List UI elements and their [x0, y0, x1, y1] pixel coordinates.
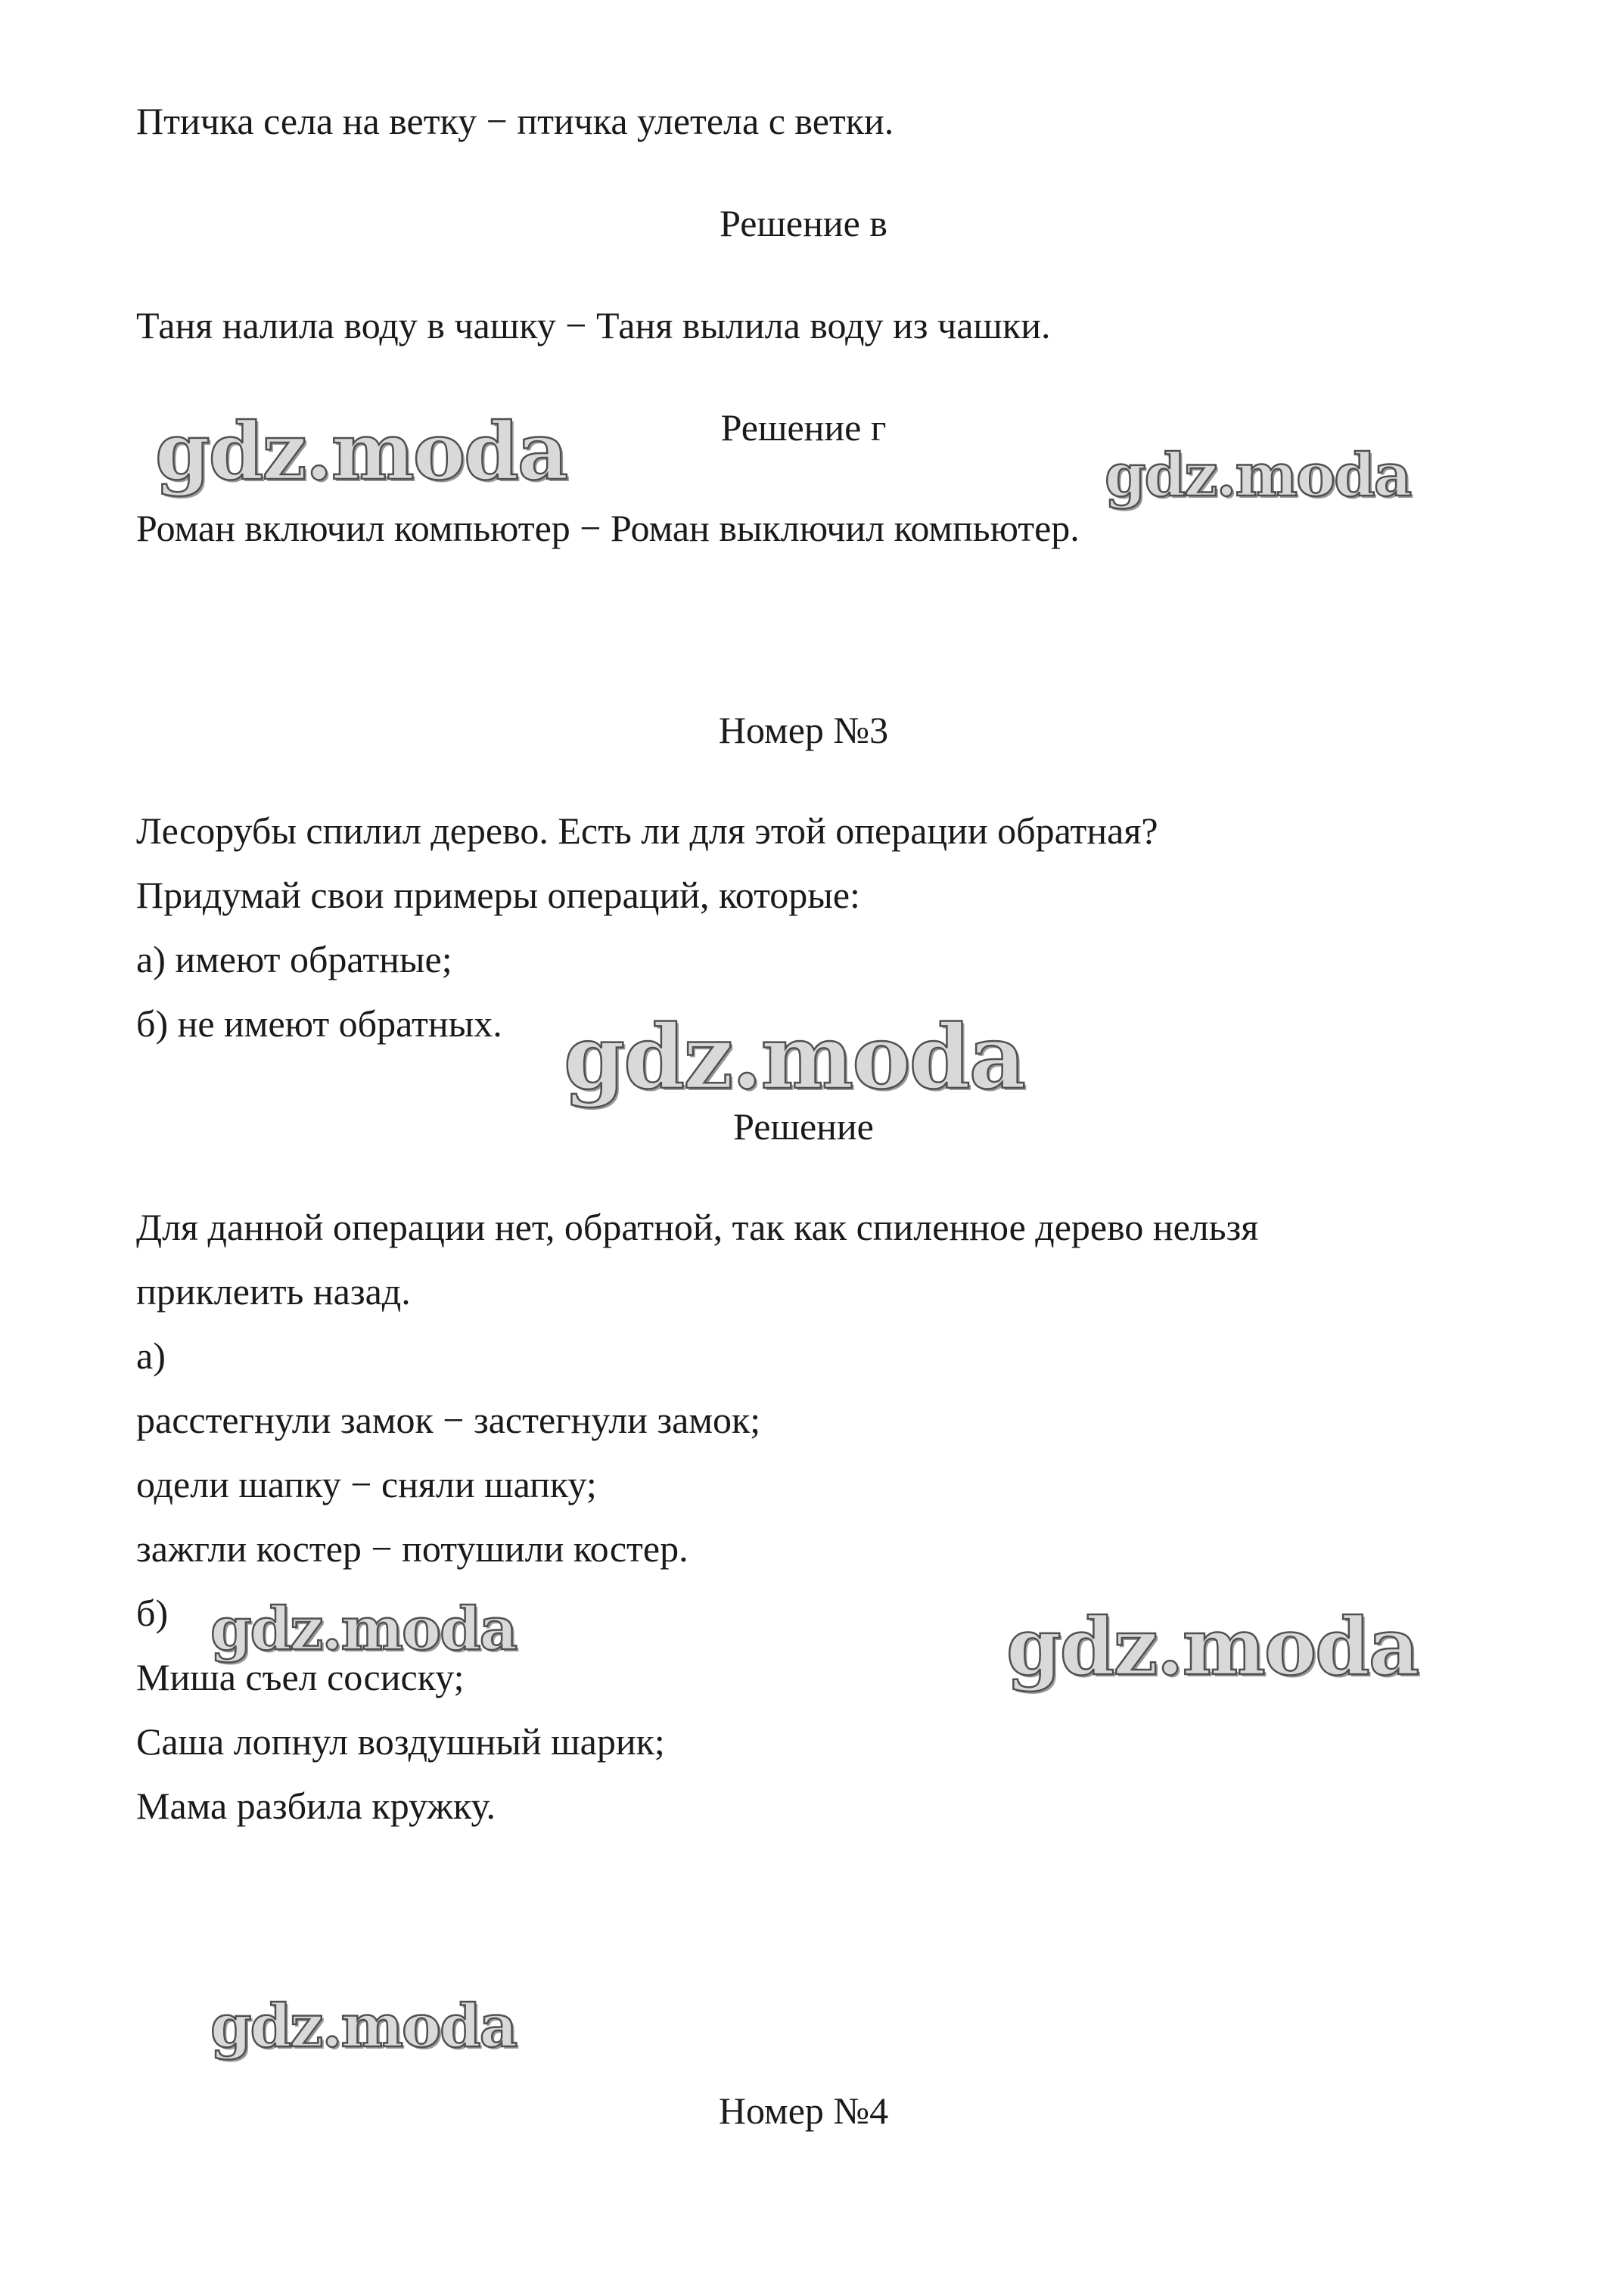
- text-line: Мама разбила кружку.: [136, 1785, 496, 1827]
- text-line: Лесорубы спилил дерево. Есть ли для этой операции обратная?: [136, 809, 1158, 852]
- watermark-logo: gdz.moda: [210, 1992, 517, 2061]
- section-heading: Решение г: [720, 406, 887, 449]
- text-line: Саша лопнул воздушный шарик;: [136, 1720, 665, 1763]
- watermark-logo: gdz.moda: [155, 405, 567, 498]
- section-heading: Решение: [733, 1105, 874, 1148]
- text-line: Придумай свои примеры операций, которые:: [136, 874, 860, 916]
- text-line: Таня налила воду в чашку − Таня вылила воду из чашки.: [136, 304, 1051, 346]
- text-line: б) не имеют обратных.: [136, 1002, 502, 1045]
- watermark-logo: gdz.moda: [1006, 1600, 1419, 1693]
- task-title: Номер №4: [718, 2089, 889, 2132]
- text-line: Роман включил компьютер − Роман выключил компьютер.: [136, 507, 1080, 549]
- section-heading: Решение в: [720, 202, 887, 244]
- text-line: а) имеют обратные;: [136, 938, 452, 980]
- text-line: Для данной операции нет, обратной, так как спиленное дерево нельзя: [136, 1206, 1259, 1248]
- text-line: приклеить назад.: [136, 1270, 411, 1313]
- watermark-logo: gdz.moda: [1105, 441, 1411, 510]
- task-title: Номер №3: [718, 709, 889, 751]
- text-line: а): [136, 1334, 166, 1377]
- text-line: расстегнули замок − застегнули замок;: [136, 1399, 761, 1441]
- text-line: зажгли костер − потушили костер.: [136, 1527, 688, 1570]
- watermark-logo: gdz.moda: [210, 1595, 517, 1664]
- watermark-logo: gdz.moda: [564, 1006, 1024, 1109]
- text-line: б): [136, 1592, 169, 1634]
- text-line: одели шапку − сняли шапку;: [136, 1463, 597, 1505]
- text-line: Миша съел сосиску;: [136, 1656, 465, 1698]
- text-line: Птичка села на ветку − птичка улетела с ветки.: [136, 100, 894, 142]
